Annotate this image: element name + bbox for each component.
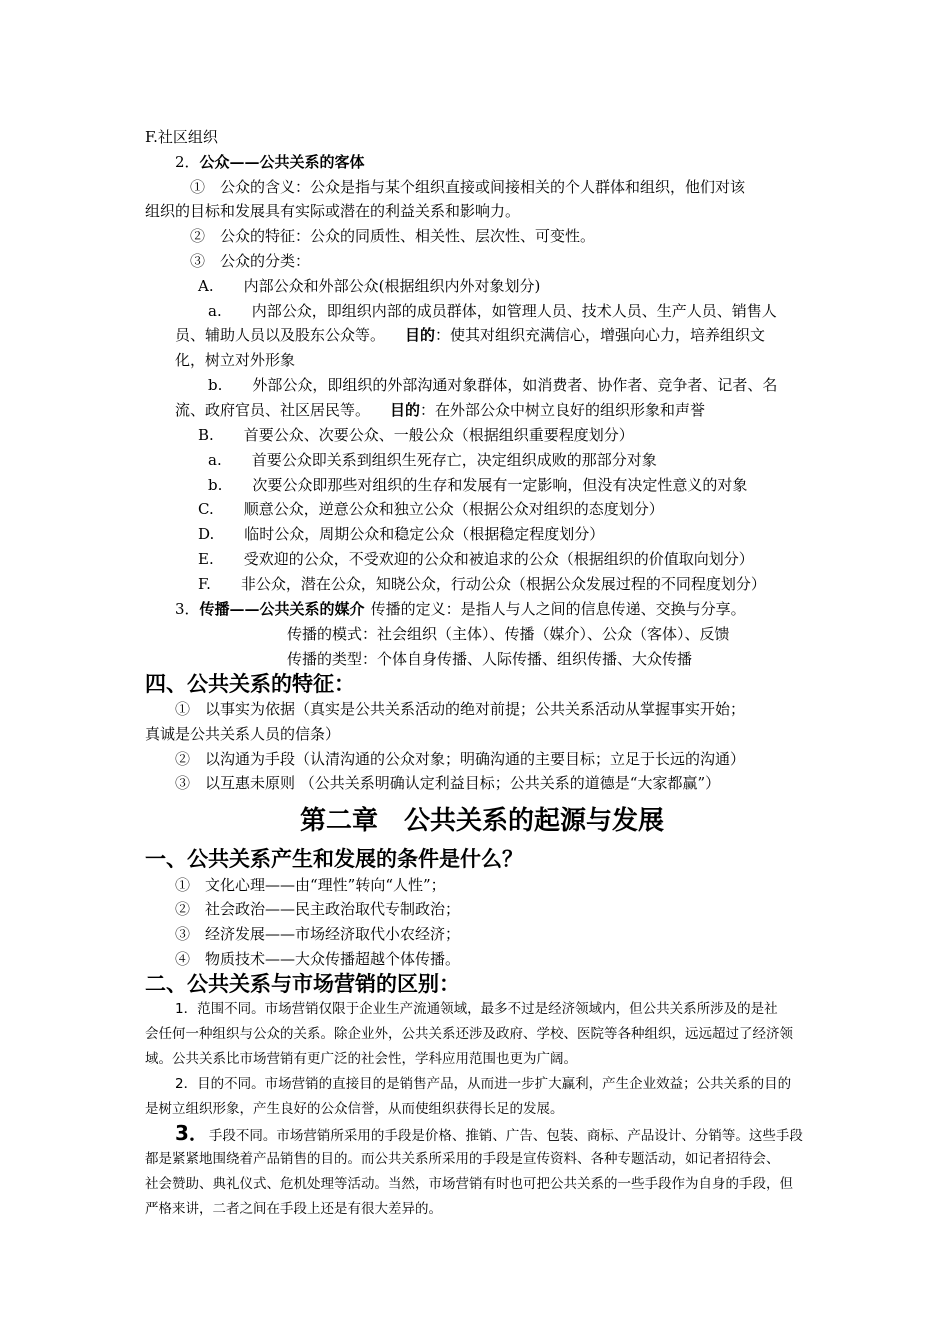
line-external-public-cont bbox=[175, 399, 705, 421]
line-diff-2-cont: 是树立组织形象，产生良好的公众信誉，从而使组织获得长足的发展。 bbox=[145, 1101, 564, 1117]
line-public-definition: ① 公众的含义：公众是指与某个组织直接或间接相关的个人群体和组织，他们对该 bbox=[190, 178, 746, 196]
line-communication-model: 传播的模式：社会组织（主体）、传播（媒介）、公众（客体）、反馈 bbox=[287, 625, 730, 643]
line-diff-1: 1．范围不同。市场营销仅限于企业生产流通领域，最多不过是经济领域内，但公共关系所涉及的是社 bbox=[175, 1001, 778, 1017]
line-diff-3-cont2: 社会赞助、典礼仪式、危机处理等活动。当然，市场营销有时也可把公共关系的一些手段作为自身的手段，但 bbox=[145, 1176, 793, 1192]
line-external-public: b. 外部公众，即组织的外部沟通对象群体，如消费者、协作者、竞争者、记者、名 bbox=[208, 376, 778, 394]
subheading-communication bbox=[175, 598, 746, 620]
line-diff-3-end: 严格来讲，二者之间在手段上还是有很大差异的。 bbox=[145, 1201, 442, 1217]
line-class-c: C. 顺意公众，逆意公众和独立公众（根据公众对组织的态度划分） bbox=[198, 500, 664, 518]
line-internal-public-end: 化，树立对外形象 bbox=[175, 351, 296, 369]
line-secondary-public: b. 次要公众即那些对组织的生存和发展有一定影响，但没有决定性意义的对象 bbox=[208, 476, 748, 494]
line-communication-types: 传播的类型：个体自身传播、人际传播、组织传播、大众传播 bbox=[287, 650, 693, 668]
line-public-features: ② 公众的特征：公众的同质性、相关性、层次性、可变性。 bbox=[190, 227, 596, 245]
text-segment: 传播的定义：是指人与人之间的信息传递、交换与分享。 bbox=[370, 600, 746, 618]
bold-purpose-label: 目的 bbox=[390, 401, 421, 419]
line-feature-3: ③ 以互惠未原则 （公共关系明确认定利益目标；公共关系的道德是“大家都赢”） bbox=[175, 774, 721, 792]
number-label: 2． bbox=[175, 153, 200, 171]
line-feature-2: ② 以沟通为手段（认清沟通的公众对象；明确沟通的主要目标；立足于长远的沟通） bbox=[175, 750, 746, 768]
section-heading-differences: 二、公共关系与市场营销的区别： bbox=[145, 971, 460, 996]
line-diff-3 bbox=[175, 1122, 803, 1147]
bold-purpose-label: 目的 bbox=[405, 326, 436, 344]
line-condition-1: ① 文化心理——由“理性”转向“人性”； bbox=[175, 876, 446, 894]
line-class-e: E. 受欢迎的公众，不受欢迎的公众和被追求的公众（根据组织的价值取向划分） bbox=[198, 550, 754, 568]
line-condition-4: ④ 物质技术——大众传播超越个体传播。 bbox=[175, 950, 461, 968]
line-diff-3-cont: 都是紧紧地围绕着产品销售的目的。而公共关系所采用的手段是宣传资料、各种专题活动，如记者招待会、 bbox=[145, 1151, 780, 1167]
line-diff-2: 2．目的不同。市场营销的直接目的是销售产品，从而进一步扩大赢利，产生企业效益；公共关系的目的 bbox=[175, 1076, 792, 1092]
bold-title: 传播——公共关系的媒介 bbox=[199, 600, 365, 618]
text-segment: 员、辅助人员以及股东公众等。 bbox=[175, 326, 386, 344]
line-internal-public-cont bbox=[175, 324, 765, 346]
text-segment: 流、政府官员、社区居民等。 bbox=[175, 401, 371, 419]
text-segment: ：在外部公众中树立良好的组织形象和声誉 bbox=[420, 401, 706, 419]
line-primary-public: a. 首要公众即关系到组织生死存亡，决定组织成败的那部分对象 bbox=[208, 451, 657, 469]
line-public-definition-cont: 组织的目标和发展具有实际或潜在的利益关系和影响力。 bbox=[145, 202, 521, 220]
line-feature-1: ① 以事实为依据（真实是公共关系活动的绝对前提；公共关系活动从掌握事实开始； bbox=[175, 700, 746, 718]
number-label: 3． bbox=[175, 600, 200, 618]
line-condition-2: ② 社会政治——民主政治取代专制政治； bbox=[175, 900, 461, 918]
section-heading-conditions: 一、公共关系产生和发展的条件是什么？ bbox=[145, 846, 523, 871]
line-diff-1-cont: 会任何一种组织与公众的关系。除企业外，公共关系还涉及政府、学校、医院等各种组织，远远超过了经济领 bbox=[145, 1026, 793, 1042]
line-feature-1-cont: 真诚是公共关系人员的信条） bbox=[145, 725, 341, 743]
line-class-a: A. 内部公众和外部公众(根据组织内外对象划分) bbox=[198, 277, 541, 295]
line-class-b: B. 首要公众、次要公众、一般公众（根据组织重要程度划分） bbox=[198, 426, 634, 444]
line-public-classification: ③ 公众的分类： bbox=[190, 252, 311, 270]
section-heading-features: 四、公共关系的特征： bbox=[145, 671, 355, 696]
text-segment: ：使其对组织充满信心，增强向心力，培养组织文 bbox=[435, 326, 766, 344]
line-community-org: F.社区组织 bbox=[145, 128, 218, 146]
line-diff-1-end: 域。公共关系比市场营销有更广泛的社会性，学科应用范围也更为广阔。 bbox=[145, 1051, 577, 1067]
bold-title: 公众——公共关系的客体 bbox=[199, 153, 365, 171]
line-internal-public: a. 内部公众，即组织内部的成员群体，如管理人员、技术人员、生产人员、销售人 bbox=[208, 302, 777, 320]
number-label: 3． bbox=[175, 1121, 209, 1145]
text-segment: 手段不同。市场营销所采用的手段是价格、推销、广告、包装、商标、产品设计、分销等。这些手段 bbox=[208, 1128, 803, 1144]
chapter-title: 第二章 公共关系的起源与发展 bbox=[300, 806, 665, 836]
line-condition-3: ③ 经济发展——市场经济取代小农经济； bbox=[175, 925, 461, 943]
line-class-f: F. 非公众，潜在公众，知晓公众，行动公众（根据公众发展过程的不同程度划分） bbox=[198, 575, 766, 593]
subheading-public bbox=[175, 151, 365, 173]
line-class-d: D. 临时公众，周期公众和稳定公众（根据稳定程度划分） bbox=[198, 525, 605, 543]
